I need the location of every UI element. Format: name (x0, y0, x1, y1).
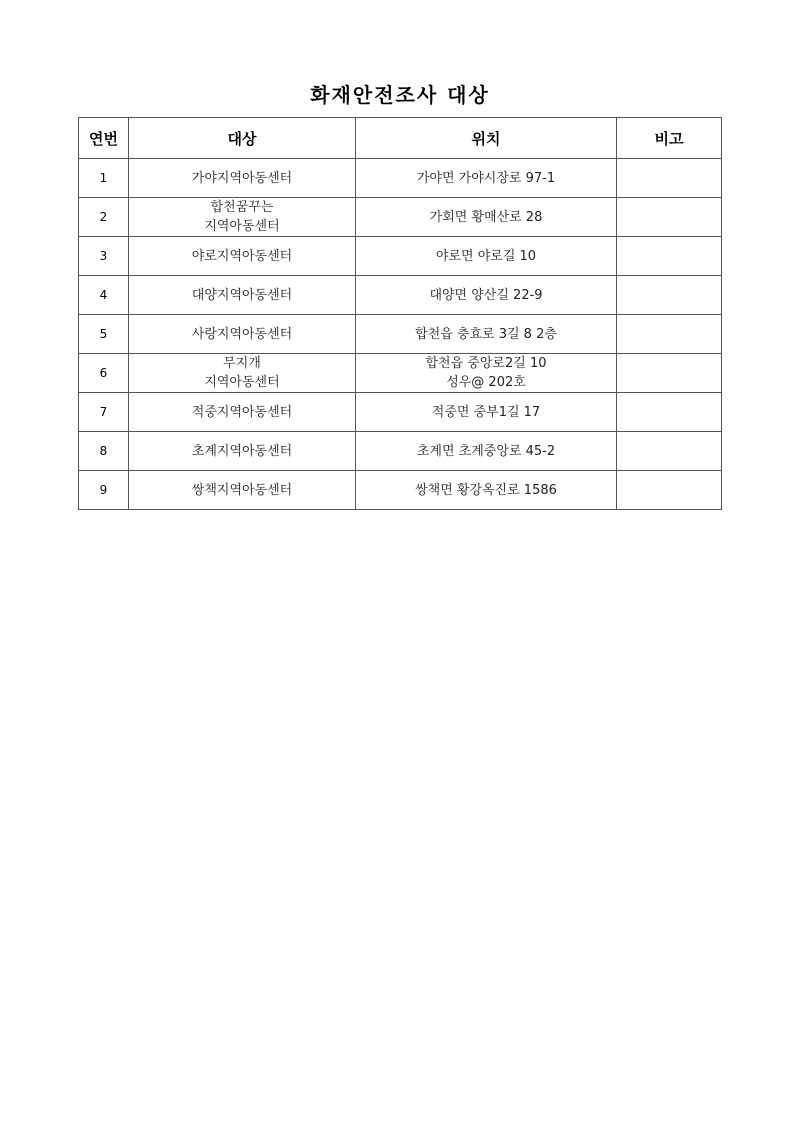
row-number: 4 (79, 276, 129, 315)
target-line: 야로지역아동센터 (191, 248, 293, 264)
target-line: 사랑지역아동센터 (191, 326, 293, 342)
row-number: 1 (79, 159, 129, 198)
row-target (129, 471, 356, 510)
location-line: 합천읍 충효로 3길 8 2층 (415, 326, 557, 342)
table-row (79, 354, 722, 393)
row-note (617, 354, 722, 393)
row-note (617, 315, 722, 354)
target-line: 지역아동센터 (204, 219, 280, 234)
location-line: 쌍책면 황강옥진로 1586 (415, 482, 557, 498)
target-line: 대양지역아동센터 (191, 287, 293, 303)
location-line: 야로면 야로길 10 (435, 248, 537, 264)
row-note (617, 471, 722, 510)
row-location (356, 159, 617, 198)
location-line: 성우@ 202호 (446, 375, 526, 390)
row-number: 2 (79, 198, 129, 237)
row-note (617, 159, 722, 198)
location-line: 가회면 황매산로 28 (429, 209, 543, 225)
target-line: 지역아동센터 (204, 375, 280, 390)
row-location (356, 432, 617, 471)
header-target: 대상 (129, 118, 356, 159)
row-note (617, 276, 722, 315)
header-number: 연번 (79, 118, 129, 159)
table-row (79, 432, 722, 471)
target-line: 합천꿈꾸는 (210, 200, 274, 215)
target-line: 무지개 (223, 356, 261, 371)
row-target (129, 354, 356, 393)
row-location (356, 315, 617, 354)
row-number: 6 (79, 354, 129, 393)
row-note (617, 432, 722, 471)
row-target (129, 237, 356, 276)
row-location (356, 198, 617, 237)
target-line: 가야지역아동센터 (191, 170, 293, 186)
table-header-row (79, 118, 722, 159)
location-line: 가야면 가야시장로 97-1 (416, 170, 556, 186)
row-number: 5 (79, 315, 129, 354)
table-row (79, 315, 722, 354)
location-line: 적중면 중부1길 17 (431, 404, 541, 420)
location-line: 대양면 양산길 22-9 (429, 287, 543, 303)
inspection-targets-table (78, 117, 722, 510)
location-line: 초계면 초계중앙로 45-2 (416, 443, 556, 459)
row-target (129, 159, 356, 198)
row-location (356, 276, 617, 315)
table-row (79, 471, 722, 510)
row-location (356, 393, 617, 432)
row-location (356, 237, 617, 276)
page-title: 화재안전조사 대상 (310, 83, 490, 107)
table-row (79, 159, 722, 198)
row-number: 7 (79, 393, 129, 432)
header-note: 비고 (617, 118, 722, 159)
row-location (356, 354, 617, 393)
row-target (129, 393, 356, 432)
row-note (617, 393, 722, 432)
table-row (79, 276, 722, 315)
row-number: 3 (79, 237, 129, 276)
row-target (129, 276, 356, 315)
table-row (79, 198, 722, 237)
row-location (356, 471, 617, 510)
target-line: 초계지역아동센터 (191, 443, 293, 459)
table-row (79, 237, 722, 276)
target-line: 적중지역아동센터 (191, 404, 293, 420)
row-note (617, 237, 722, 276)
row-number: 8 (79, 432, 129, 471)
header-location: 위치 (356, 118, 617, 159)
table-row (79, 393, 722, 432)
row-note (617, 198, 722, 237)
row-number: 9 (79, 471, 129, 510)
row-target (129, 198, 356, 237)
location-line: 합천읍 중앙로2길 10 (425, 356, 547, 371)
row-target (129, 315, 356, 354)
target-line: 쌍책지역아동센터 (191, 482, 293, 498)
row-target (129, 432, 356, 471)
